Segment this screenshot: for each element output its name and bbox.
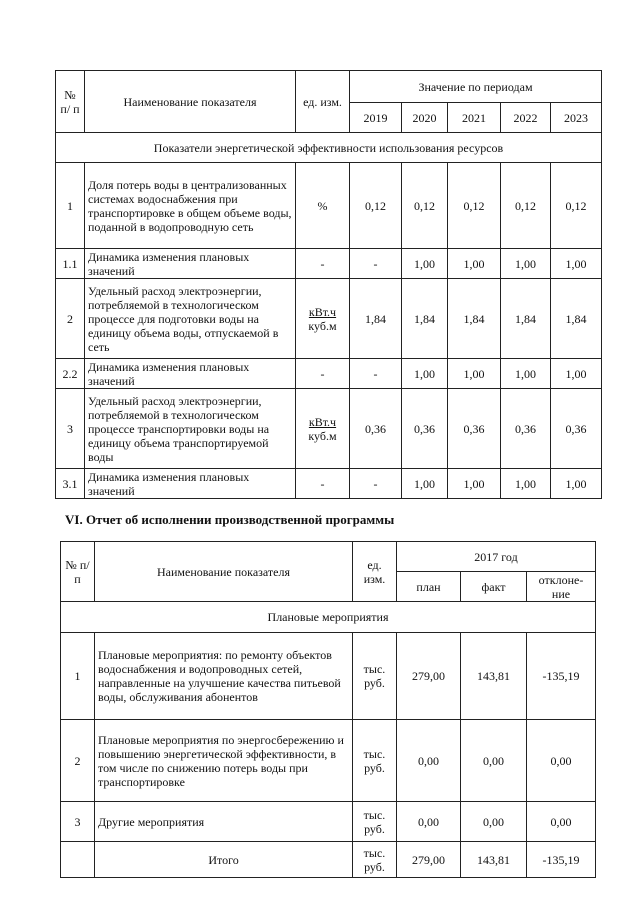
row-unit: - (296, 359, 350, 389)
header-num: № п/п (61, 542, 95, 602)
row-indicator-name: Удельный расход электроэнергии, потребляемой в технологическом процессе транспортировки воды на единицу объема транспортируемой воды (85, 389, 296, 469)
row-value: 0,12 (501, 163, 551, 249)
row-unit: тыс. руб. (353, 720, 397, 802)
row-value: 0,36 (501, 389, 551, 469)
row-value: 0,12 (402, 163, 448, 249)
row-value: 1,00 (402, 359, 448, 389)
energy-efficiency-table (55, 70, 602, 499)
row-indicator-name: Динамика изменения плановых значений (85, 469, 296, 499)
row-unit: % (296, 163, 350, 249)
row-value: 1,00 (501, 359, 551, 389)
header-year: 2020 (402, 103, 448, 133)
row-value: 1,00 (551, 249, 602, 279)
row-value: 1,00 (402, 469, 448, 499)
header-year: 2022 (501, 103, 551, 133)
header-unit: ед. изм. (296, 71, 350, 133)
table-row (56, 469, 602, 499)
row-value-2019: 0,36 (350, 389, 402, 469)
row-fact: 0,00 (461, 720, 527, 802)
unit-numerator: кВт.ч (308, 304, 337, 319)
row-deviation: -135,19 (527, 633, 596, 720)
row-value: 1,00 (501, 469, 551, 499)
total-unit: тыс. руб. (353, 842, 397, 878)
row-plan: 0,00 (397, 802, 461, 842)
row-value-2019: - (350, 249, 402, 279)
header-year: 2021 (448, 103, 501, 133)
table-row (56, 389, 602, 469)
table-row (56, 279, 602, 359)
row-num: 3 (56, 389, 85, 469)
table-row (61, 802, 596, 842)
table-row (61, 720, 596, 802)
row-value: 1,00 (402, 249, 448, 279)
row-value: 1,00 (448, 249, 501, 279)
row-deviation: 0,00 (527, 720, 596, 802)
row-indicator-name: Динамика изменения плановых значений (85, 359, 296, 389)
row-value-2019: 1,84 (350, 279, 402, 359)
header-num: № п/ п (56, 71, 85, 133)
header-unit: ед. изм. (353, 542, 397, 602)
total-label: Итого (95, 842, 353, 878)
unit-fraction (308, 305, 336, 333)
total-fact: 143,81 (461, 842, 527, 878)
row-value: 0,12 (551, 163, 602, 249)
row-value: 1,00 (501, 249, 551, 279)
row-num: 2.2 (56, 359, 85, 389)
row-value: 0,36 (551, 389, 602, 469)
row-fact: 0,00 (461, 802, 527, 842)
header-indicator-name: Наименование показателя (85, 71, 296, 133)
row-unit: - (296, 469, 350, 499)
row-value: 0,12 (448, 163, 501, 249)
row-value: 1,00 (551, 359, 602, 389)
section-energy-efficiency: Показатели энергетической эффективности использования ресурсов (56, 133, 602, 163)
row-num: 2 (61, 720, 95, 802)
row-value: 1,84 (551, 279, 602, 359)
row-value: 1,84 (448, 279, 501, 359)
row-indicator-name: Другие мероприятия (95, 802, 353, 842)
row-indicator-name: Доля потерь воды в централизованных системах водоснабжения при транспортировке в общем объеме воды, поданной в водопроводную сеть (85, 163, 296, 249)
row-plan: 0,00 (397, 720, 461, 802)
row-indicator-name: Удельный расход электроэнергии, потребляемой в технологическом процессе для подготовки воды на единицу объема воды, отпускаемой в сеть (85, 279, 296, 359)
unit-denominator: куб.м (308, 318, 337, 333)
row-num: 1.1 (56, 249, 85, 279)
row-deviation: 0,00 (527, 802, 596, 842)
unit-numerator: кВт.ч (308, 414, 337, 429)
table-row (61, 633, 596, 720)
row-num: 3 (61, 802, 95, 842)
header-indicator-name: Наименование показателя (95, 542, 353, 602)
row-num: 2 (56, 279, 85, 359)
row-value: 1,84 (501, 279, 551, 359)
header-deviation: отклоне-ние (527, 572, 596, 602)
row-value-2019: - (350, 359, 402, 389)
total-num (61, 842, 95, 878)
row-unit (296, 279, 350, 359)
unit-fraction (308, 415, 336, 443)
row-unit: - (296, 249, 350, 279)
header-year: 2023 (551, 103, 602, 133)
row-value: 0,36 (448, 389, 501, 469)
header-plan: план (397, 572, 461, 602)
row-num: 1 (56, 163, 85, 249)
row-value: 1,84 (402, 279, 448, 359)
section-title: VI. Отчет об исполнении производственной программы (65, 512, 395, 527)
row-indicator-name: Динамика изменения плановых значений (85, 249, 296, 279)
row-value: 1,00 (448, 359, 501, 389)
row-indicator-name: Плановые мероприятия: по ремонту объектов водоснабжения и водопроводных сетей, направленные на улучшение качества питьевой воды, обслуживания абонентов (95, 633, 353, 720)
row-value: 0,36 (402, 389, 448, 469)
row-fact: 143,81 (461, 633, 527, 720)
unit-denominator: куб.м (308, 428, 337, 443)
table-row (56, 249, 602, 279)
row-unit (296, 389, 350, 469)
table-row (56, 163, 602, 249)
row-value-2019: - (350, 469, 402, 499)
row-indicator-name: Плановые мероприятия по энергосбережению и повышению энергетической эффективности, в том числе по снижению потерь воды при транспортировке (95, 720, 353, 802)
header-year: 2017 год (397, 542, 596, 572)
section-planned-measures: Плановые мероприятия (61, 602, 596, 633)
total-plan: 279,00 (397, 842, 461, 878)
header-periods: Значение по периодам (350, 71, 602, 103)
row-num: 1 (61, 633, 95, 720)
total-row (61, 842, 596, 878)
row-value-2019: 0,12 (350, 163, 402, 249)
table-row (56, 359, 602, 389)
header-fact: факт (461, 572, 527, 602)
total-deviation: -135,19 (527, 842, 596, 878)
row-plan: 279,00 (397, 633, 461, 720)
row-unit: тыс. руб. (353, 633, 397, 720)
row-value: 1,00 (448, 469, 501, 499)
production-program-report-table (60, 541, 596, 878)
header-year: 2019 (350, 103, 402, 133)
row-value: 1,00 (551, 469, 602, 499)
row-num: 3.1 (56, 469, 85, 499)
row-unit: тыс. руб. (353, 802, 397, 842)
